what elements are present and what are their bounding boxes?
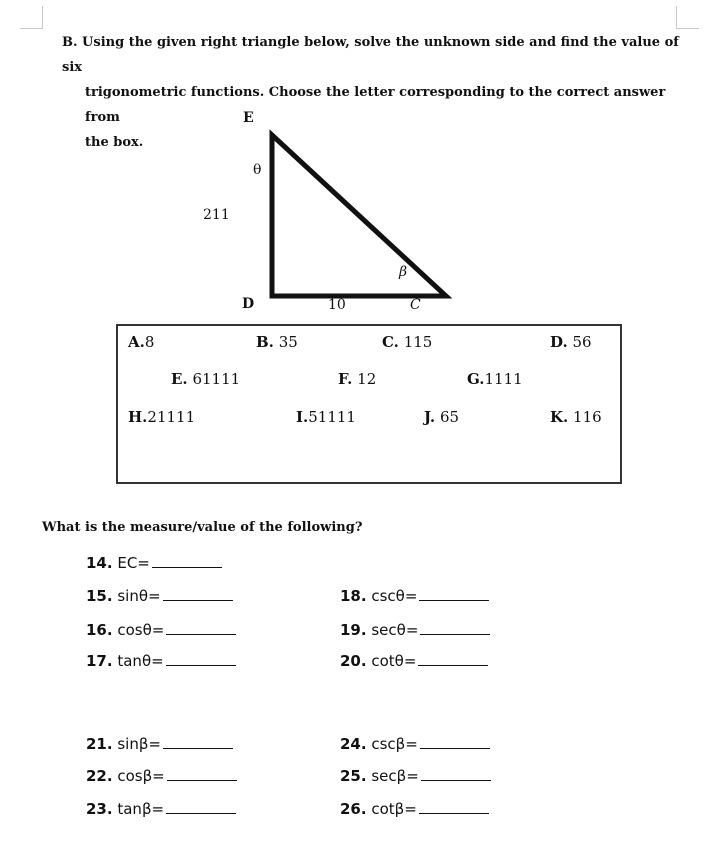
instructions-line-1: B. Using the given right triangle below, solve the unknown side and find the value of six: [62, 35, 679, 75]
item-26: 26. cotβ=: [340, 799, 489, 818]
answer-choices-box: [116, 324, 622, 484]
item-25: 25. secβ=: [340, 766, 491, 785]
answer-blank[interactable]: [163, 734, 233, 749]
vertex-d-label: D: [242, 296, 255, 312]
answer-blank[interactable]: [166, 620, 236, 635]
choice-c: C. 115: [382, 333, 433, 351]
choice-b: B. 35: [256, 333, 298, 351]
choice-h: H.21111: [128, 408, 196, 426]
item-20: 20. cotθ=: [340, 651, 488, 670]
answer-blank[interactable]: [420, 620, 490, 635]
choice-d: D. 56: [550, 333, 592, 351]
answer-blank[interactable]: [166, 651, 236, 666]
choice-i: I.51111: [296, 408, 356, 426]
item-23: 23. tanβ=: [86, 799, 236, 818]
answer-blank[interactable]: [152, 553, 222, 568]
item-16: 16. cosθ=: [86, 620, 236, 639]
answer-blank[interactable]: [419, 586, 489, 601]
side-dc-label: 10: [328, 297, 346, 313]
angle-theta-label: θ: [253, 162, 262, 178]
vertex-c-label: C: [410, 297, 421, 313]
item-14: 14. EC=: [86, 553, 222, 572]
question-heading: What is the measure/value of the following?: [42, 520, 363, 535]
side-ed-label: 211: [203, 207, 230, 223]
triangle-shape: [272, 135, 446, 296]
answer-blank[interactable]: [419, 799, 489, 814]
angle-beta-label: β: [399, 264, 408, 280]
right-triangle-diagram: [0, 0, 716, 320]
item-17: 17. tanθ=: [86, 651, 236, 670]
answer-blank[interactable]: [167, 766, 237, 781]
choice-j: J. 65: [424, 408, 460, 426]
choice-k: K. 116: [550, 408, 602, 426]
item-19: 19. secθ=: [340, 620, 490, 639]
item-24: 24. cscβ=: [340, 734, 490, 753]
instructions-line-2: trigonometric functions. Choose the letter corresponding to the correct answer from: [85, 85, 666, 125]
item-22: 22. cosβ=: [86, 766, 237, 785]
vertex-e-label: E: [243, 110, 254, 126]
choice-f: F. 12: [338, 370, 377, 388]
item-15: 15. sinθ=: [86, 586, 233, 605]
item-21: 21. sinβ=: [86, 734, 233, 753]
item-18: 18. cscθ=: [340, 586, 489, 605]
answer-blank[interactable]: [418, 651, 488, 666]
answer-blank[interactable]: [421, 766, 491, 781]
answer-blank[interactable]: [420, 734, 490, 749]
choice-g: G.1111: [467, 370, 523, 388]
answer-blank[interactable]: [163, 586, 233, 601]
instructions-line-3: the box.: [85, 135, 144, 150]
answer-blank[interactable]: [166, 799, 236, 814]
choice-e: E. 61111: [171, 370, 241, 388]
choice-a: A.8: [128, 333, 155, 351]
